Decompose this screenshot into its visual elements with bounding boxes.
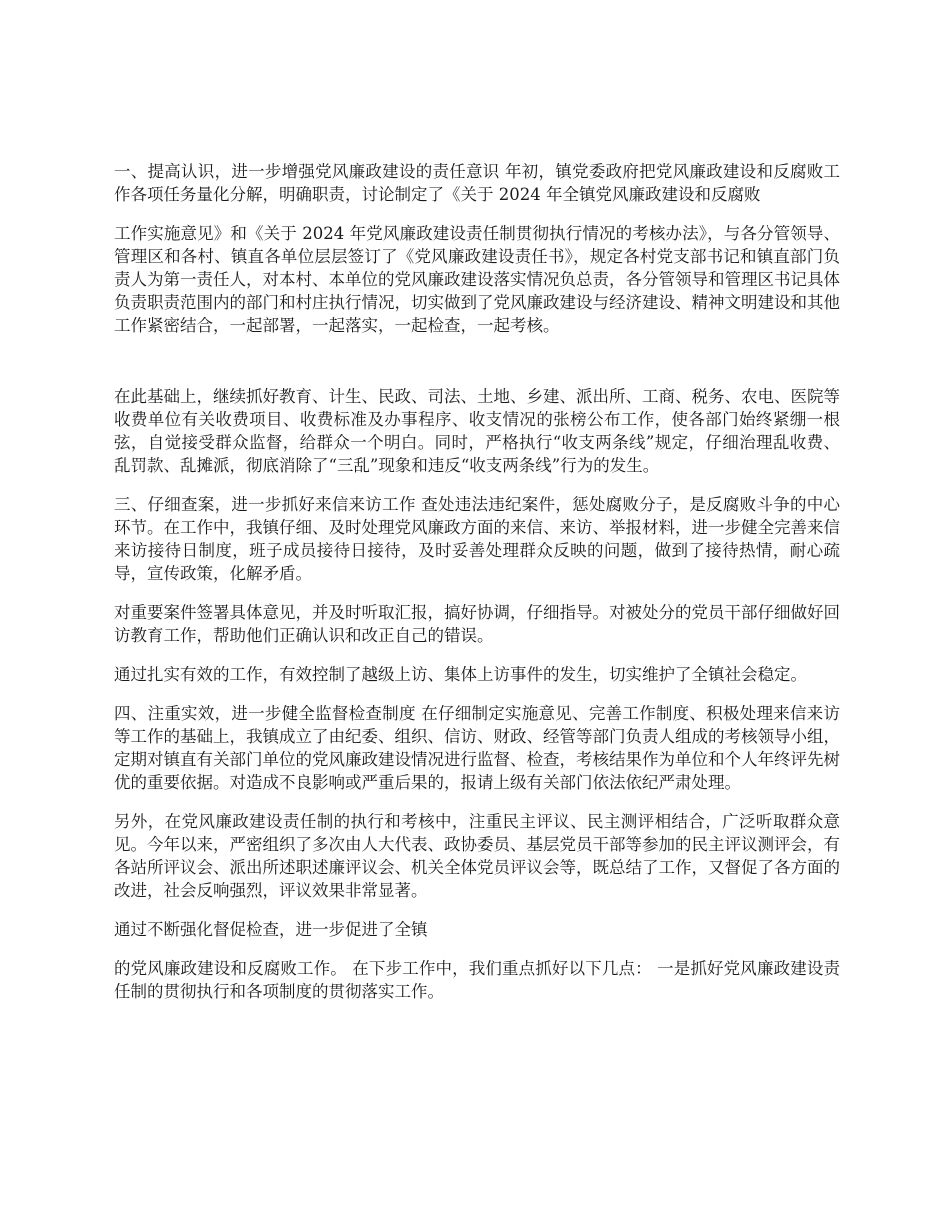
paragraph-9: 通过不断强化督促检查，进一步促进了全镇 [114,920,428,939]
paragraph-1: 一、提高认识，进一步增强党风廉政建设的责任意识 年初，镇党委政府把党风廉政建设和反腐败工作各项任务量化分解，明确职责，讨论制定了《关于 2024 年全镇党风廉政建设和反腐败 [114,162,840,204]
paragraph-10: 的党风廉政建设和反腐败工作。 在下步工作中，我们重点抓好以下几点： 一是抓好党风廉政建设责任制的贯彻执行和各项制度的贯彻落实工作。 [114,959,840,1001]
paragraph-6: 通过扎实有效的工作，有效控制了越级上访、集体上访事件的发生，切实维护了全镇社会稳定。 [114,665,807,684]
paragraph-4: 三、仔细查案，进一步抓好来信来访工作 查处违法违纪案件，惩处腐败分子，是反腐败斗争的中心环节。在工作中，我镇仔细、及时处理党风廉政方面的来信、来访、举报材料，进一步健全完善来信来访接待日制度，班子成员接待日接待，及时妥善处理群众反映的问题，做到了接待热情，耐心疏导，宣传政策，化解矛盾。 [114,495,840,583]
paragraph-7: 四、注重实效，进一步健全监督检查制度 在仔细制定实施意见、完善工作制度、积极处理来信来访等工作的基础上，我镇成立了由纪委、组织、信访、财政、经管等部门负责人组成的考核领导小组，定期对镇直有关部门单位的党风廉政建设情况进行监督、检查，考核结果作为单位和个人年终评先树优的重要依据。对造成不良影响或严重后果的，报请上级有关部门依法依纪严肃处理。 [114,704,840,792]
paragraph-3: 在此基础上，继续抓好教育、计生、民政、司法、土地、乡建、派出所、工商、税务、农电、医院等收费单位有关收费项目、收费标准及办事程序、收支情况的张榜公布工作，使各部门始终紧绷一根弦，自觉接受群众监督，给群众一个明白。同时，严格执行“收支两条线”规定，仔细治理乱收费、乱罚款、乱摊派，彻底消除了“三乱”现象和违反“收支两条线”行为的发生。 [114,387,840,475]
document-body [114,160,840,1019]
paragraph-8: 另外，在党风廉政建设责任制的执行和考核中，注重民主评议、民主测评相结合，广泛听取群众意见。今年以来，严密组织了多次由人大代表、政协委员、基层党员干部等参加的民主评议测评会，有各站所评议会、派出所述职述廉评议会、机关全体党员评议会等，既总结了工作，又督促了各方面的改进，社会反响强烈，评议效果非常显著。 [114,812,840,900]
paragraph-2: 工作实施意见》和《关于 2024 年党风廉政建设责任制贯彻执行情况的考核办法》，与各分管领导、管理区和各村、镇直各单位层层签订了《党风廉政建设责任书》，规定各村党支部书记和镇直部门负责人为第一责任人，对本村、本单位的党风廉政建设落实情况负总责，各分管领导和管理区书记具体负责职责范围内的部门和村庄执行情况，切实做到了党风廉政建设与经济建设、精神文明建设和其他工作紧密结合，一起部署，一起落实，一起检查，一起考核。 [114,224,840,335]
paragraph-5: 对重要案件签署具体意见，并及时听取汇报，搞好协调，仔细指导。对被处分的党员干部仔细做好回访教育工作，帮助他们正确认识和改正自己的错误。 [114,603,840,645]
